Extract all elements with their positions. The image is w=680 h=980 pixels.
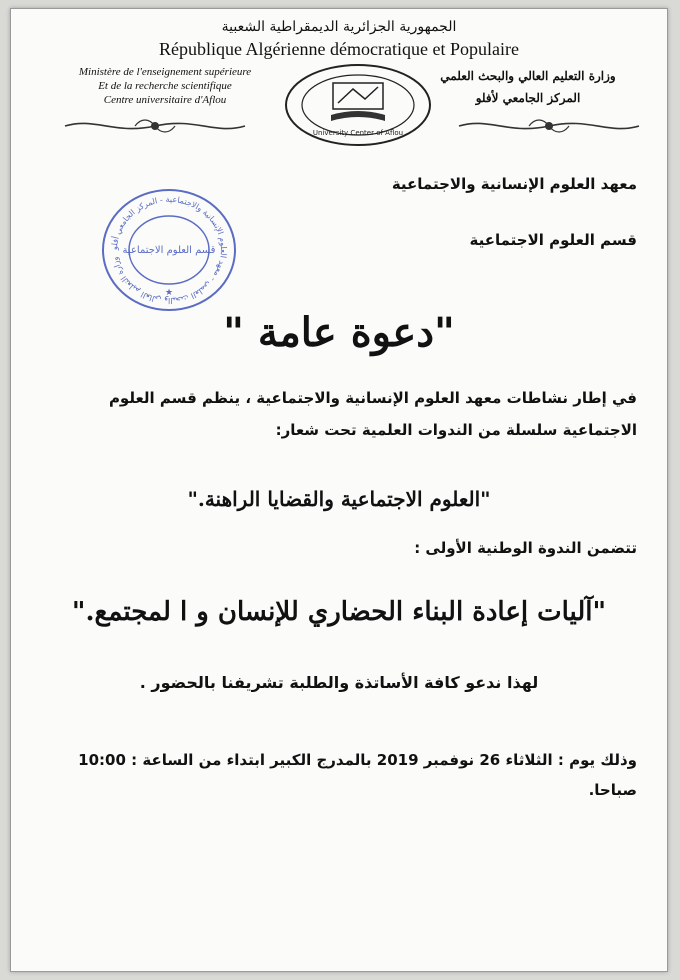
document-page [10, 8, 668, 972]
logo-caption: University Center of Aflou [312, 129, 404, 137]
invitation-text: لهذا ندعو كافة الأساتذة والطلبة تشريفنا بالحضور . [139, 673, 539, 692]
department-name: قسم العلوم الاجتماعية [469, 231, 637, 249]
ornament-right-icon [449, 115, 649, 137]
header-fr-research: Et de la recherche scientifique [98, 80, 232, 92]
header-fr-ministry-block [45, 65, 285, 107]
page-title: "دعوة عامة " [223, 309, 455, 356]
header-fr-ministry: Ministère de l'enseignement supérieure [78, 66, 252, 78]
header-ar-ministry: وزارة التعليم العالي والبحث العلمي [440, 69, 616, 83]
header-ar-center: المركز الجامعي لأفلو [475, 91, 581, 105]
seminar-theme: "آليات إعادة البناء الحضاري للإنسان و ا لمجتمع." [71, 597, 607, 627]
stamp-ring-text: وزارة التعليم العالي والبحث العلمي - معهد العلوم الإنسانية والاجتماعية - المركز الجامعي أفلو [109, 194, 229, 306]
ornament-left-icon [55, 115, 255, 137]
header-ar-republic: الجمهورية الجزائرية الديمقراطية الشعبية [221, 19, 457, 35]
first-seminar-label: تتضمن الندوة الوطنية الأولى : [414, 539, 637, 557]
date-line-1: وذلك يوم : الثلاثاء 26 نوفمبر 2019 بالمدرج الكبير ابتداء من الساعة : 10:00 [78, 751, 637, 769]
header-fr-center: Centre universitaire d'Aflou [103, 94, 227, 106]
seminar-slogan: "العلوم الاجتماعية والقضايا الراهنة." [187, 487, 491, 511]
header-ar-ministry-block [413, 65, 643, 109]
header-fr-republic: République Algérienne démocratique et Populaire [159, 39, 519, 59]
date-line-2: صباحا. [588, 781, 637, 799]
stamp-center-text: قسم العلوم الاجتماعية [122, 245, 216, 256]
institute-name: معهد العلوم الإنسانية والاجتماعية [391, 175, 637, 193]
svg-text:★: ★ [164, 288, 174, 298]
intro-line-1: في إطار نشاطات معهد العلوم الإنسانية والاجتماعية ، ينظم قسم العلوم [108, 389, 637, 407]
department-stamp-icon [99, 187, 239, 313]
university-logo-icon [283, 63, 433, 147]
intro-line-2: الاجتماعية سلسلة من الندوات العلمية تحت شعار: [275, 421, 637, 439]
